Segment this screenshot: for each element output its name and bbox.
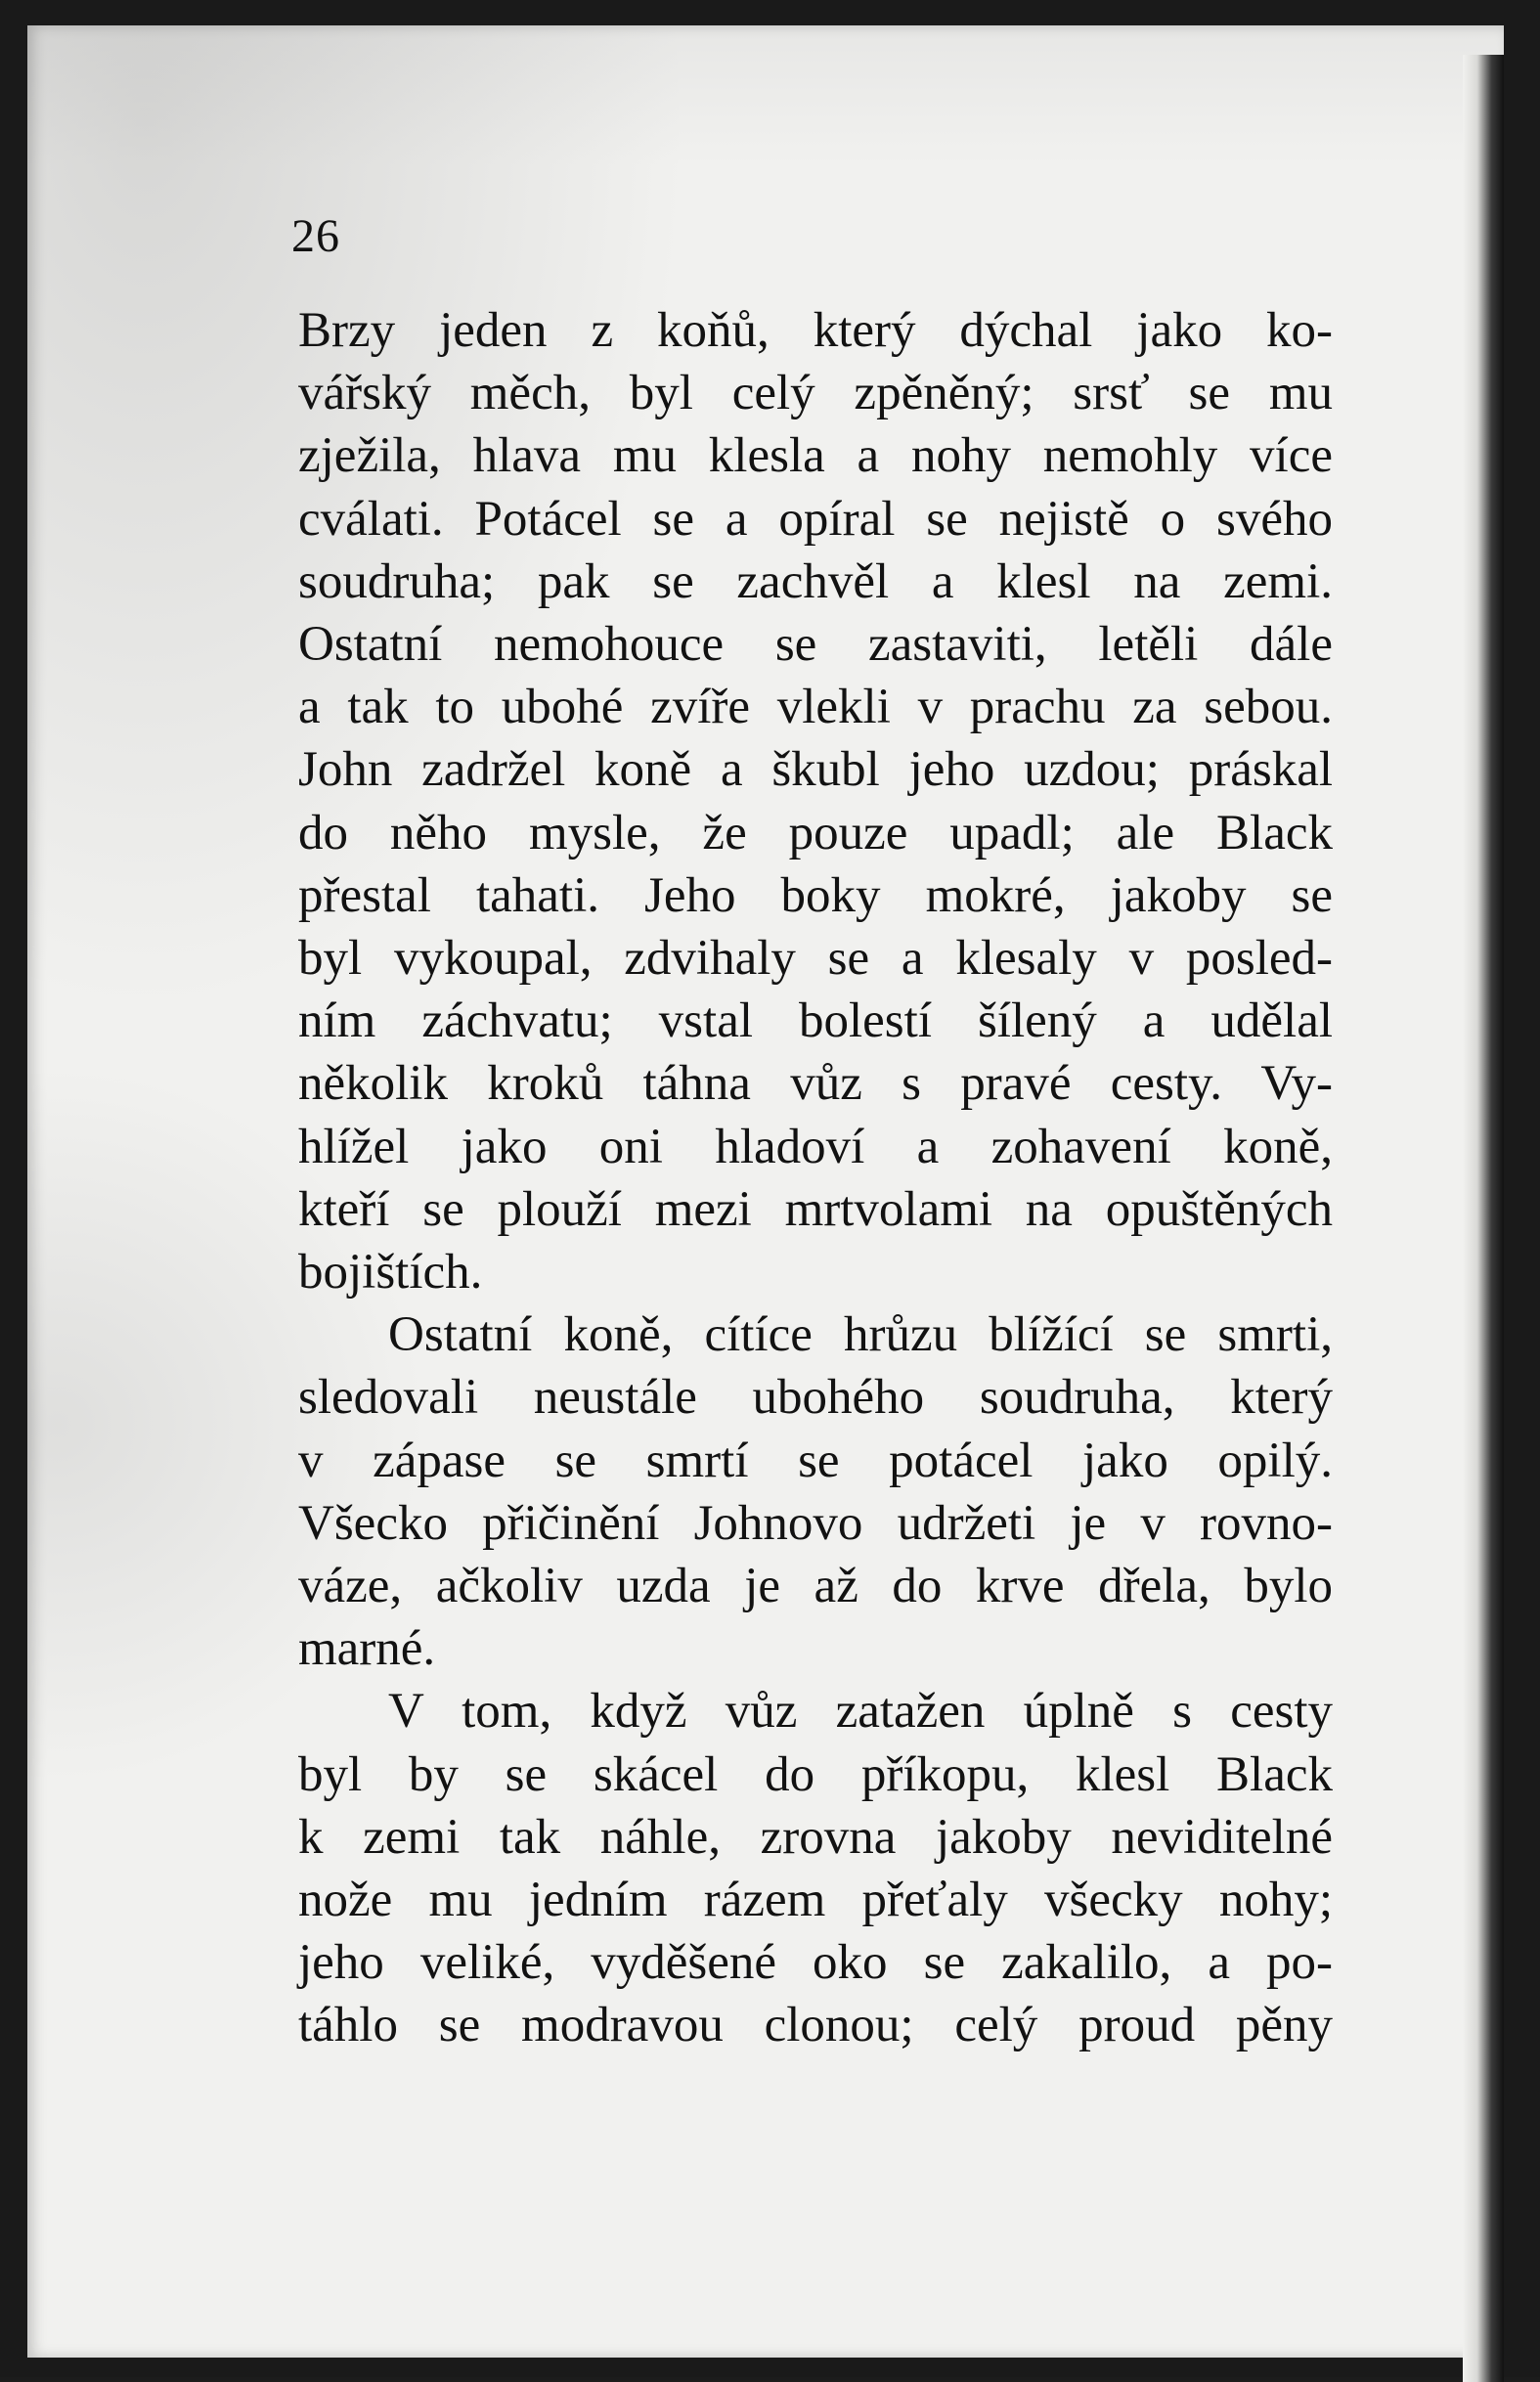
text-line: a tak to ubohé zvíře vlekli v prachu za sebou. — [298, 680, 1333, 735]
text-line: Všecko přičinění Johnovo udržeti je v rovno- — [298, 1495, 1333, 1551]
text-line: Ostatní nemohouce se zastaviti, letěli dále — [298, 617, 1333, 673]
text-line: John zadržel koně a škubl jeho uzdou; práskal — [298, 742, 1333, 798]
page-binding-edge — [1463, 55, 1504, 2382]
text-line: hlížel jako oni hladoví a zohavení koně, — [298, 1119, 1333, 1174]
text-line: vářský měch, byl celý zpěněný; srsť se mu — [298, 366, 1333, 421]
text-line: Brzy jeden z koňů, který dýchal jako ko- — [298, 303, 1333, 358]
text-line: v zápase se smrtí se potácel jako opilý. — [298, 1433, 1333, 1488]
text-line: ním záchvatu; vstal bolestí šílený a udělal — [298, 993, 1333, 1049]
text-line: několik kroků táhna vůz s pravé cesty. Vy- — [298, 1056, 1333, 1112]
text-line: jeho veliké, vyděšené oko se zakalilo, a po- — [298, 1935, 1333, 1991]
text-line: V tom, když vůz zatažen úplně s cesty — [388, 1684, 1333, 1740]
body-text — [298, 299, 1333, 2057]
text-line: váze, ačkoliv uzda je až do krve dřela, bylo — [298, 1559, 1333, 1614]
text-line: do něho mysle, že pouze upadl; ale Black — [298, 805, 1333, 860]
text-line: byl vykoupal, zdvihaly se a klesaly v posled- — [298, 931, 1333, 987]
text-line: kteří se plouží mezi mrtvolami na opuštěných — [298, 1181, 1333, 1237]
text-line: zježila, hlava mu klesla a nohy nemohly více — [298, 428, 1333, 484]
page-number: 26 — [291, 210, 340, 262]
text-line: Ostatní koně, cítíce hrůzu blížící se smrti, — [388, 1307, 1333, 1363]
text-line: přestal tahati. Jeho boky mokré, jakoby se — [298, 867, 1333, 923]
text-line: cválati. Potácel se a opíral se nejistě o svého — [298, 491, 1333, 547]
text-line: byl by se skácel do příkopu, klesl Black — [298, 1746, 1333, 1802]
text-line: marné. — [298, 1621, 436, 1677]
text-line: soudruha; pak se zachvěl a klesl na zemi. — [298, 553, 1333, 609]
text-line: bojištích. — [298, 1245, 483, 1301]
text-line: nože mu jedním rázem přeťaly všecky nohy; — [298, 1873, 1333, 1928]
text-line: k zemi tak náhle, zrovna jakoby neviditelné — [298, 1809, 1333, 1865]
text-line: táhlo se modravou clonou; celý proud pěny — [298, 1998, 1333, 2053]
text-line: sledovali neustále ubohého soudruha, který — [298, 1370, 1333, 1426]
